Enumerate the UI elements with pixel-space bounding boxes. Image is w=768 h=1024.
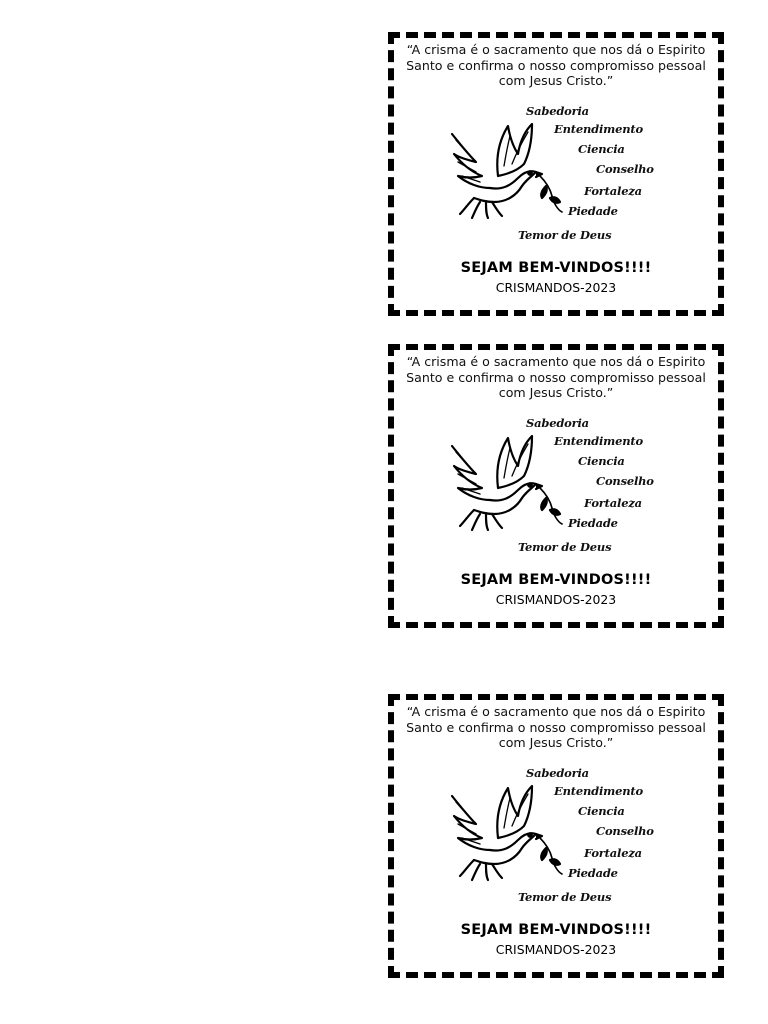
crisma-card xyxy=(388,694,724,978)
card-subtitle: CRISMANDOS-2023 xyxy=(495,280,617,295)
dove-icon xyxy=(446,426,566,536)
crisma-card xyxy=(388,344,724,628)
gift-label: Temor de Deus xyxy=(518,228,612,242)
gift-label: Conselho xyxy=(596,824,654,838)
gift-label: Sabedoria xyxy=(526,104,589,118)
card-quote: “A crisma é o sacramento que nos dá o Espirito Santo e confirma o nosso compromisso pessoal com Jesus Cristo.” xyxy=(406,704,706,751)
gift-label: Sabedoria xyxy=(526,416,589,430)
gift-label: Ciencia xyxy=(578,142,625,156)
gift-label: Ciencia xyxy=(578,454,625,468)
gift-label: Piedade xyxy=(568,204,618,218)
card-quote: “A crisma é o sacramento que nos dá o Espirito Santo e confirma o nosso compromisso pessoal com Jesus Cristo.” xyxy=(406,42,706,89)
dove-icon xyxy=(446,114,566,224)
gift-label: Entendimento xyxy=(554,122,643,136)
welcome-heading: SEJAM BEM-VINDOS!!!! xyxy=(460,922,652,938)
card-artwork xyxy=(446,100,656,250)
gift-label: Piedade xyxy=(568,866,618,880)
card-subtitle: CRISMANDOS-2023 xyxy=(495,942,617,957)
gift-label: Conselho xyxy=(596,162,654,176)
card-artwork xyxy=(446,762,656,912)
card-quote: “A crisma é o sacramento que nos dá o Espirito Santo e confirma o nosso compromisso pessoal com Jesus Cristo.” xyxy=(406,354,706,401)
gift-label: Entendimento xyxy=(554,784,643,798)
card-subtitle: CRISMANDOS-2023 xyxy=(495,592,617,607)
gift-label: Temor de Deus xyxy=(518,540,612,554)
gift-label: Temor de Deus xyxy=(518,890,612,904)
gift-label: Sabedoria xyxy=(526,766,589,780)
crisma-card xyxy=(388,32,724,316)
welcome-heading: SEJAM BEM-VINDOS!!!! xyxy=(460,260,652,276)
welcome-heading: SEJAM BEM-VINDOS!!!! xyxy=(460,572,652,588)
card-artwork xyxy=(446,412,656,562)
gift-label: Ciencia xyxy=(578,804,625,818)
gift-label: Conselho xyxy=(596,474,654,488)
gift-label: Entendimento xyxy=(554,434,643,448)
dove-icon xyxy=(446,776,566,886)
gift-label: Fortaleza xyxy=(584,184,642,198)
gift-label: Piedade xyxy=(568,516,618,530)
gift-label: Fortaleza xyxy=(584,846,642,860)
gift-label: Fortaleza xyxy=(584,496,642,510)
